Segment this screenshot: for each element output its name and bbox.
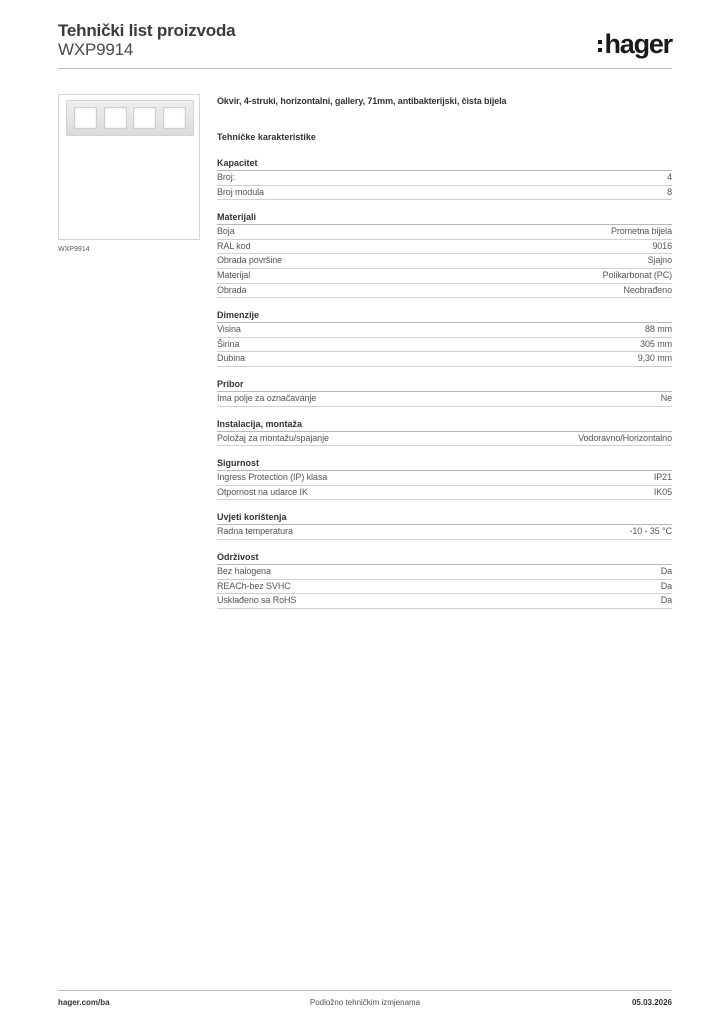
spec-section <box>217 157 672 200</box>
spec-label: Obrada <box>217 284 247 295</box>
frame-slot <box>74 107 97 129</box>
section-title: Instalacija, montaža <box>217 418 672 432</box>
frame-slot <box>104 107 127 129</box>
spec-label: Broj modula <box>217 186 264 197</box>
spec-value: Da <box>660 565 672 576</box>
spec-label: Bez halogena <box>217 565 271 576</box>
frame-slot <box>163 107 186 129</box>
spec-row <box>217 186 672 201</box>
page-header <box>58 21 672 69</box>
spec-value: 305 mm <box>640 338 672 349</box>
section-title: Pribor <box>217 378 672 392</box>
spec-section <box>217 457 672 500</box>
spec-value: Sjajno <box>647 255 672 266</box>
product-code: WXP9914 <box>58 40 134 59</box>
section-title: Uvjeti korištenja <box>217 511 672 525</box>
spec-row <box>217 565 672 580</box>
spec-label: Obrada površine <box>217 255 283 266</box>
spec-row <box>217 323 672 338</box>
spec-value: 4 <box>667 172 672 182</box>
characteristics-heading: Tehničke karakteristike <box>217 132 316 142</box>
spec-row <box>217 240 672 255</box>
spec-label: Materijal <box>217 269 251 280</box>
spec-row <box>217 225 672 240</box>
spec-value: 9,30 mm <box>637 353 672 364</box>
spec-value: Polikarbonat (PC) <box>602 269 672 280</box>
spec-row <box>217 269 672 284</box>
spec-value: -10 - 35 °C <box>629 526 672 537</box>
footer-divider <box>58 990 672 991</box>
spec-section <box>217 378 672 407</box>
footer-website-link[interactable]: hager.com/ba <box>58 998 110 1007</box>
section-title: Dimenzije <box>217 309 672 323</box>
logo-text: hager <box>604 28 672 59</box>
spec-row <box>217 594 672 609</box>
spec-label: Ingress Protection (IP) klasa <box>217 472 328 483</box>
spec-row <box>217 352 672 367</box>
spec-value: IK05 <box>653 486 672 497</box>
section-title: Materijali <box>217 211 672 225</box>
spec-value: 88 mm <box>644 324 672 335</box>
footer-date: 05.03.2026 <box>631 998 672 1007</box>
spec-value: 9016 <box>652 240 672 251</box>
spec-label: Visina <box>217 324 241 335</box>
image-caption: WXP9914 <box>58 246 90 253</box>
frame-illustration <box>66 100 194 136</box>
spec-label: Usklađeno sa RoHS <box>217 595 297 606</box>
section-title: Održivost <box>217 551 672 565</box>
spec-row <box>217 171 672 186</box>
product-description: Okvir, 4-struki, horizontalni, gallery, 71mm, antibakterijski, čista bijela <box>217 96 507 106</box>
spec-section <box>217 551 672 609</box>
spec-row <box>217 486 672 501</box>
spec-row <box>217 338 672 353</box>
logo-dots-icon <box>598 40 602 52</box>
spec-section <box>217 418 672 447</box>
spec-label: REACh-bez SVHC <box>217 580 291 591</box>
spec-row <box>217 432 672 447</box>
spec-label: Boja <box>217 226 235 237</box>
spec-sections <box>217 157 672 609</box>
spec-row <box>217 284 672 299</box>
footer-notice: Podložno tehničkim izmjenama <box>309 998 421 1007</box>
spec-value: 8 <box>667 186 672 197</box>
spec-value: Vodoravno/Horizontalno <box>578 432 672 443</box>
spec-row <box>217 392 672 407</box>
spec-label: Radna temperatura <box>217 526 293 537</box>
page-footer <box>58 998 672 1010</box>
spec-row <box>217 471 672 486</box>
spec-label: RAL kod <box>217 240 251 251</box>
spec-label: Ima polje za označavanje <box>217 392 317 403</box>
spec-label: Broj: <box>217 172 236 182</box>
spec-value: IP21 <box>653 472 672 483</box>
section-title: Sigurnost <box>217 457 672 471</box>
spec-section <box>217 309 672 367</box>
header-divider <box>58 68 672 69</box>
hager-logo[interactable] <box>598 29 672 59</box>
spec-value: Prometna bijela <box>610 226 672 237</box>
spec-label: Položaj za montažu/spajanje <box>217 432 329 443</box>
product-image <box>58 94 200 240</box>
spec-content <box>217 96 672 620</box>
spec-value: Da <box>660 595 672 606</box>
spec-label: Otpornost na udarce IK <box>217 486 308 497</box>
page-title: Tehnički list proizvoda <box>58 21 236 40</box>
spec-section <box>217 511 672 540</box>
spec-value: Ne <box>660 392 672 403</box>
spec-label: Širina <box>217 338 240 349</box>
spec-value: Da <box>660 580 672 591</box>
spec-row <box>217 580 672 595</box>
frame-slot <box>133 107 156 129</box>
spec-row <box>217 525 672 540</box>
spec-value: Neobrađeno <box>623 284 672 295</box>
spec-row <box>217 254 672 269</box>
spec-label: Dubina <box>217 353 245 364</box>
section-title: Kapacitet <box>217 157 672 171</box>
spec-section <box>217 211 672 298</box>
